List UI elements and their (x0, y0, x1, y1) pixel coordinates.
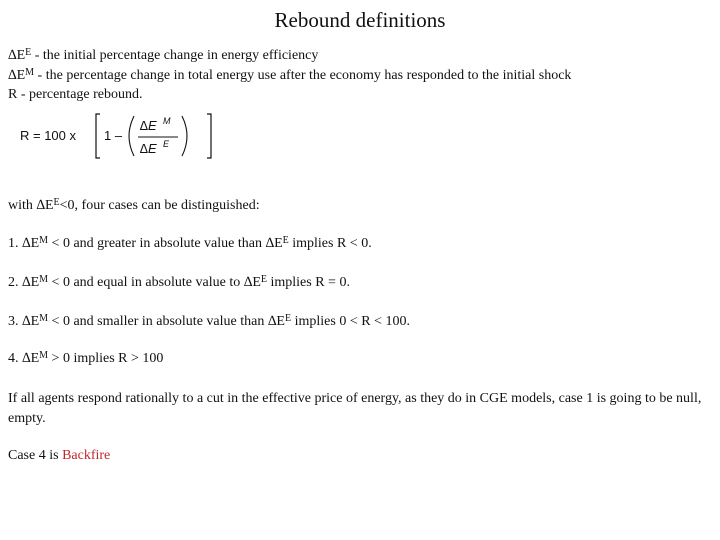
superscript-e: E (25, 47, 32, 58)
formula-denominator-sup: E (163, 139, 170, 149)
formula-one: 1 – (104, 128, 123, 143)
formula-numerator: ∆E (140, 118, 157, 133)
definition-r: R - percentage rebound. (8, 87, 143, 102)
rebound-formula (20, 110, 220, 162)
formula-lhs: R = 100 x (20, 128, 77, 143)
superscript-m: M (25, 67, 35, 78)
case-3: 3. $\Delta E^M < 0$ and smaller in absolute value than $\Delta E^E$ implies 0 < R < 100. (8, 313, 410, 329)
delta-symbol: ∆ (8, 68, 17, 83)
case-1: 1. $\Delta E^M < 0$ and greater in absolute value than $\Delta E^E$ implies R < 0. (8, 235, 372, 251)
definition-ee-text: - the initial percentage change in energy efficiency (31, 48, 319, 63)
intro-line: with $\Delta E^E<0$, four cases can be distinguished: (8, 197, 260, 213)
slide-title: Rebound definitions (274, 8, 446, 32)
delta-symbol: ∆ (36, 198, 45, 213)
final-line: Case 4 is Backfire (8, 448, 111, 463)
formula-denominator: ∆E (140, 141, 157, 156)
case-4: 4. $\Delta E^M > 0$ implies R > 100 (8, 350, 164, 366)
formula-numerator-sup: M (163, 116, 171, 126)
case-2: 2. $\Delta E^M < 0$ and equal in absolute value to $\Delta E^E$ implies R = 0. (8, 274, 350, 290)
conclusion-paragraph: If all agents respond rationally to a cut in the effective price of energy, as they do in CGE models, case 1 is going to be null, empty. (8, 391, 702, 426)
definition-em-text: - the percentage change in total energy use after the economy has responded to the initial shock (34, 68, 572, 83)
delta-symbol: ∆ (8, 48, 17, 63)
definition-em: $\Delta E^M$ - the percentage change in total energy use after the economy has responded to the initial shock (8, 67, 572, 83)
backfire-highlight: Backfire (62, 448, 111, 463)
definition-ee: $\Delta E^E$ - the initial percentage change in energy efficiency (8, 47, 319, 63)
